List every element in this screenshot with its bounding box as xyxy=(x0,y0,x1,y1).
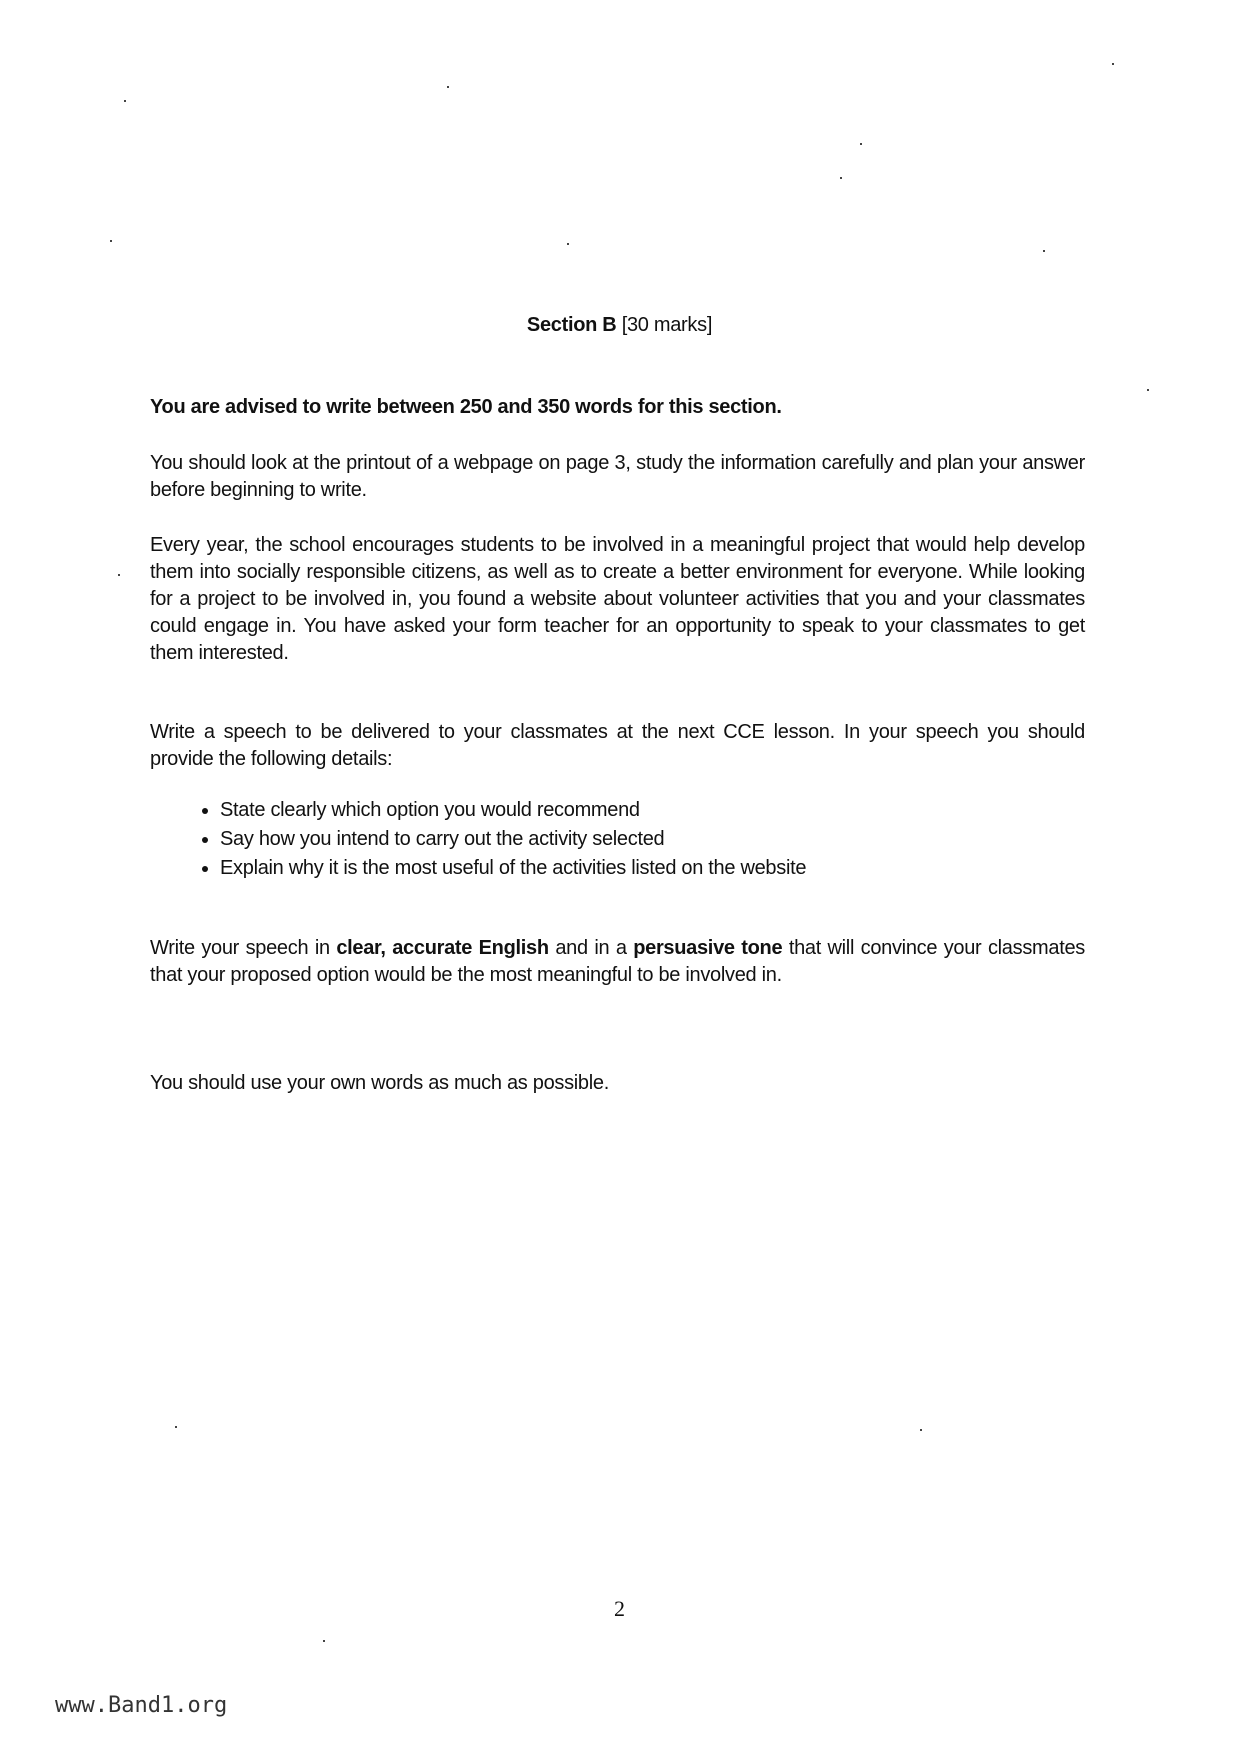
scan-speck xyxy=(1147,389,1149,391)
bullet-item: • State clearly which option you would recommend xyxy=(220,796,1085,825)
scan-speck xyxy=(567,243,569,245)
instruction-paragraph: You should look at the printout of a webpage on page 3, study the information carefully and plan your answer before beginning to write. xyxy=(150,452,1085,501)
scan-speck xyxy=(1043,250,1045,252)
bullet-item: • Explain why it is the most useful of the activities listed on the website xyxy=(220,854,1085,883)
own-words-paragraph: You should use your own words as much as possible. xyxy=(150,1072,609,1094)
footer-watermark: www.Band1.org xyxy=(55,1693,228,1718)
page-number: 2 xyxy=(614,1596,625,1621)
context-paragraph: Every year, the school encourages students to be involved in a meaningful project that would help develop them into socially responsible citizens, as well as to create a better environment for everyone. While looking for a project to be involved in, you found a website about volunteer activities that you and your classmates could engage in. You have asked your form teacher for an opportunity to speak to your classmates to get them interested. xyxy=(150,534,1085,664)
scan-speck xyxy=(110,240,112,242)
requirements-list xyxy=(150,796,1085,883)
style-paragraph: Write your speech in clear, accurate English and in a persuasive tone that will convince your classmates that your proposed option would be the most meaningful to be involved in. xyxy=(150,937,1085,986)
scan-speck xyxy=(920,1429,922,1431)
word-count-advice: You are advised to write between 250 and 350 words for this section. xyxy=(150,396,782,418)
scan-speck xyxy=(175,1426,177,1428)
scan-speck xyxy=(323,1640,325,1642)
scan-speck xyxy=(124,100,126,102)
bullet-item: • Say how you intend to carry out the activity selected xyxy=(220,825,1085,854)
section-title: Section B [30 marks] xyxy=(526,314,713,336)
task-paragraph: Write a speech to be delivered to your classmates at the next CCE lesson. In your speech you should provide the following details: xyxy=(150,721,1085,770)
scan-speck xyxy=(860,143,862,145)
scan-speck xyxy=(840,177,842,179)
scan-speck xyxy=(1112,63,1114,65)
scan-speck xyxy=(118,574,120,576)
scan-speck xyxy=(447,86,449,88)
